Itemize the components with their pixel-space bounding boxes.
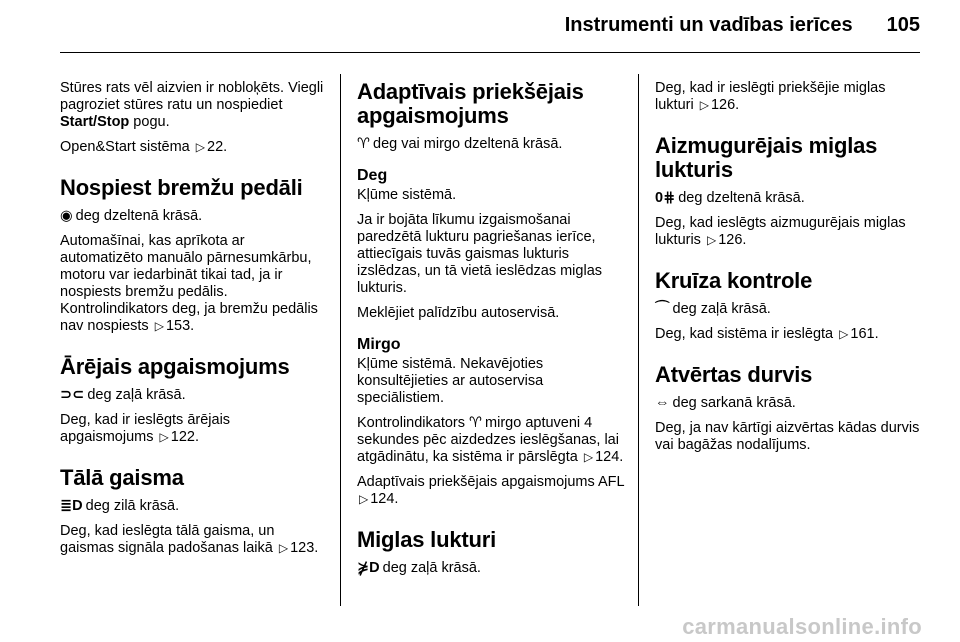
page-ref[interactable]: 22. xyxy=(207,139,228,155)
page-title: Instrumenti un vadības ierīces xyxy=(564,14,853,36)
subheading-deg: Deg xyxy=(357,167,388,184)
paragraph: ⇔ deg sarkanā krāsā. xyxy=(655,395,796,411)
paragraph: Deg, kad ir ieslēgts ārējais apgaismojums ▷ 122. xyxy=(60,412,231,445)
page-ref-arrow-icon: ▷ xyxy=(839,327,849,341)
paragraph: ⊃⊂ deg zaļā krāsā. xyxy=(60,387,186,403)
section-heading-door-open: Atvērtas durvis xyxy=(655,362,813,387)
page-ref-arrow-icon: ▷ xyxy=(159,430,169,444)
page-ref-arrow-icon: ▷ xyxy=(278,541,289,555)
subheading-mirgo: Mirgo xyxy=(357,336,401,353)
afl-icon: ♈ xyxy=(469,415,483,431)
page-ref[interactable]: 124. xyxy=(595,449,624,465)
paragraph: ≣D deg zilā krāsā. xyxy=(60,498,180,514)
column-3 xyxy=(655,80,925,462)
watermark: carmanualsonline.info xyxy=(682,614,922,639)
paragraph: Automašīnai, kas aprīkota ar automatizēto manuālo pārnesumkārbu, motoru var iedarbināt tikai tad, ja ir nospiests bremžu pedālis. Kontrolindikators deg, ja bremžu pedālis nav nospiests ▷ 153. xyxy=(60,233,318,334)
paragraph: Kontrolindikators ♈ mirgo aptuveni 4 sekundes pēc aizdedzes ieslēgšanas, lai atgādinātu, ka sistēma ir pārslēgta ▷ 124. xyxy=(357,415,624,465)
page-ref[interactable]: 153. xyxy=(165,318,195,334)
rear-fog-light-icon: 0⋕ xyxy=(655,190,676,206)
page-ref-arrow-icon: ▷ xyxy=(699,98,709,112)
section-heading-afl: Adaptīvais priekšējais apgaismojums xyxy=(357,79,584,128)
door-open-icon: ⇔ xyxy=(655,395,670,411)
paragraph: Adaptīvais priekšējais apgaismojums AFL ▷ 124. xyxy=(357,474,625,507)
section-heading-fog-lights: Miglas lukturi xyxy=(357,527,496,552)
paragraph: Deg, kad ieslēgta tālā gaisma, un gaismas signāla padošanas laikā ▷ 123. xyxy=(60,523,319,556)
section-heading-brake: Nospiest bremžu pedāli xyxy=(60,175,303,200)
page-ref[interactable]: 124. xyxy=(370,491,399,507)
page-header xyxy=(60,14,920,37)
paragraph: ♈ deg vai mirgo dzeltenā krāsā. xyxy=(357,136,563,152)
page-ref-arrow-icon: ▷ xyxy=(359,492,369,506)
paragraph: Kļūme sistēmā. xyxy=(357,187,457,203)
paragraph: Ja ir bojāta līkumu izgaismošanai paredzētā lukturu pagriešanas ierīce, attiecīgais tuvās gaismas lukturis izslēdzas, un tā vietā ieslēdzas miglas lukturis. xyxy=(357,212,603,296)
page-ref-arrow-icon: ▷ xyxy=(706,233,717,247)
start-stop-label: Start/Stop xyxy=(60,114,130,130)
paragraph: ◉ deg dzeltenā krāsā. xyxy=(60,208,203,224)
section-heading-cruise: Kruīza kontrole xyxy=(655,268,813,293)
paragraph: Kļūme sistēmā. Nekavējoties konsultējieties ar autoservisa speciālistiem. xyxy=(357,356,544,406)
page-ref[interactable]: 122. xyxy=(170,429,199,445)
cruise-control-icon: ⌒ xyxy=(655,301,670,317)
section-heading-high-beam: Tālā gaisma xyxy=(60,465,184,490)
page-ref-arrow-icon: ▷ xyxy=(583,450,594,464)
fog-light-icon: ⋡D xyxy=(357,560,380,576)
column-divider-1 xyxy=(340,74,341,606)
header-rule xyxy=(60,52,920,53)
section-heading-exterior-light: Ārējais apgaismojums xyxy=(60,354,290,379)
section-heading-rear-fog: Aizmugurējais miglas lukturis xyxy=(655,133,878,182)
paragraph: Meklējiet palīdzību autoservisā. xyxy=(357,305,560,321)
paragraph: Open&Start sistēma ▷ 22. xyxy=(60,139,228,155)
paragraph: Deg, kad sistēma ir ieslēgta ▷ 161. xyxy=(655,326,879,342)
page-ref[interactable]: 123. xyxy=(290,540,319,556)
page-ref[interactable]: 126. xyxy=(710,97,740,113)
paragraph: Deg, kad ieslēgts aizmugurējais miglas lukturis ▷ 126. xyxy=(655,215,906,248)
afl-icon: ♈ xyxy=(357,136,370,152)
page-number: 105 xyxy=(886,14,920,36)
column-1 xyxy=(60,80,325,565)
column-divider-2 xyxy=(638,74,639,606)
page-ref-arrow-icon: ▷ xyxy=(195,140,206,154)
column-2 xyxy=(357,80,629,585)
paragraph: Deg, ja nav kārtīgi aizvērtas kādas durvis vai bagāžas nodalījums. xyxy=(655,420,920,453)
page-ref[interactable]: 126. xyxy=(718,232,747,248)
page-ref[interactable]: 161. xyxy=(850,326,879,342)
exterior-light-icon: ⊃⊂ xyxy=(60,387,85,403)
page-ref-arrow-icon: ▷ xyxy=(154,319,164,333)
high-beam-icon: ≣D xyxy=(60,498,83,514)
paragraph: ⋡D deg zaļā krāsā. xyxy=(357,560,481,576)
paragraph: Deg, kad ir ieslēgti priekšējie miglas lukturi ▷ 126. xyxy=(655,80,886,113)
paragraph: Stūres rats vēl aizvien ir nobloķēts. Viegli pagroziet stūres ratu un nospiediet Start/Stop pogu. xyxy=(60,80,324,130)
paragraph: 0⋕ deg dzeltenā krāsā. xyxy=(655,190,805,206)
paragraph: ⌒ deg zaļā krāsā. xyxy=(655,301,771,317)
brake-pedal-icon: ◉ xyxy=(60,208,73,224)
